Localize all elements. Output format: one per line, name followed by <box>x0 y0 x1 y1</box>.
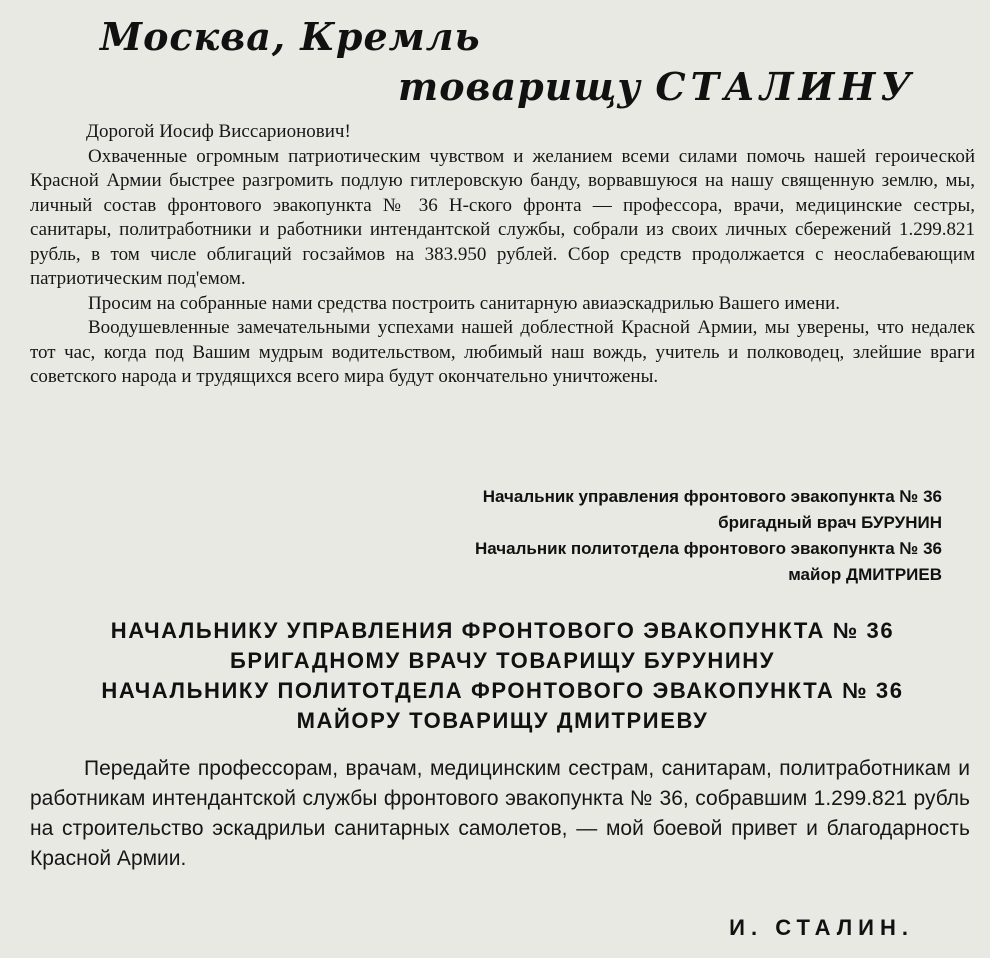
address-line-to-stalin <box>398 64 916 109</box>
letter-signatures <box>242 484 942 588</box>
signature-name-2: майор ДМИТРИЕВ <box>788 565 942 584</box>
reply-signature: И. СТАЛИН. <box>729 915 914 940</box>
address-prefix: товарищу <box>398 64 642 109</box>
letter-paragraph: Просим на собранные нами средства построить санитарную авиаэскадрилью Вашего имени. <box>88 292 841 314</box>
reply-heading-line: НАЧАЛЬНИКУ УПРАВЛЕНИЯ ФРОНТОВОГО ЭВАКОПУНКТА № 36 <box>110 618 895 643</box>
reply-heading-line: НАЧАЛЬНИКУ ПОЛИТОТДЕЛА ФРОНТОВОГО ЭВАКОПУНКТА № 36 <box>101 678 904 703</box>
address-name: СТАЛИНУ <box>655 64 917 109</box>
letter-paragraph: Охваченные огромным патриотическим чувством и желанием всеми силами помочь нашей героической Красной Армии быстрее разгромить подлую гитлеровскую банду, ворвавшуюся на нашу священную землю, мы, личный состав фронтового эвакопункта № 36 Н-ского фронта — профессора, врачи, медицинские сестры, санитары, политработники и работники интендантской службы, собрали из своих личных сбережений 1.299.821 рубль, в том числе облигаций госзаймов на 383.950 рублей. Сбор средств продолжается с неослабевающим патриотическим под'емом. <box>30 145 975 289</box>
reply-body <box>30 754 970 874</box>
reply-paragraph: Передайте профессорам, врачам, медицинским сестрам, санитарам, политработникам и работникам интендантской службы фронтового эвакопункта № 36, собравшим 1.299.821 рубль на строительство эскадрильи санитарных самолетов, — мой боевой привет и благодарность Красной Армии. <box>30 757 970 870</box>
signature-name-1: бригадный врач БУРУНИН <box>718 513 942 532</box>
reply-heading <box>30 616 975 736</box>
reply-heading-line: БРИГАДНОМУ ВРАЧУ ТОВАРИЩУ БУРУНИНУ <box>229 648 776 673</box>
signature-title-2: Начальник политотдела фронтового эвакопункта № 36 <box>475 539 942 558</box>
letter-body <box>30 120 975 390</box>
address-line-moscow-kremlin: Москва, Кремль <box>100 14 481 59</box>
signature-title-1: Начальник управления фронтового эвакопункта № 36 <box>482 487 942 506</box>
letter-paragraph: Воодушевленные замечательными успехами нашей доблестной Красной Армии, мы уверены, что недалек тот час, когда под Вашим мудрым водительством, любимый наш вождь, учитель и полководец, злейшие враги советского народа и трудящихся всего мира будут окончательно уничтожены. <box>30 317 975 387</box>
reply-heading-line: МАЙОРУ ТОВАРИЩУ ДМИТРИЕВУ <box>296 708 709 733</box>
letter-salutation: Дорогой Иосиф Виссарионович! <box>86 121 351 142</box>
